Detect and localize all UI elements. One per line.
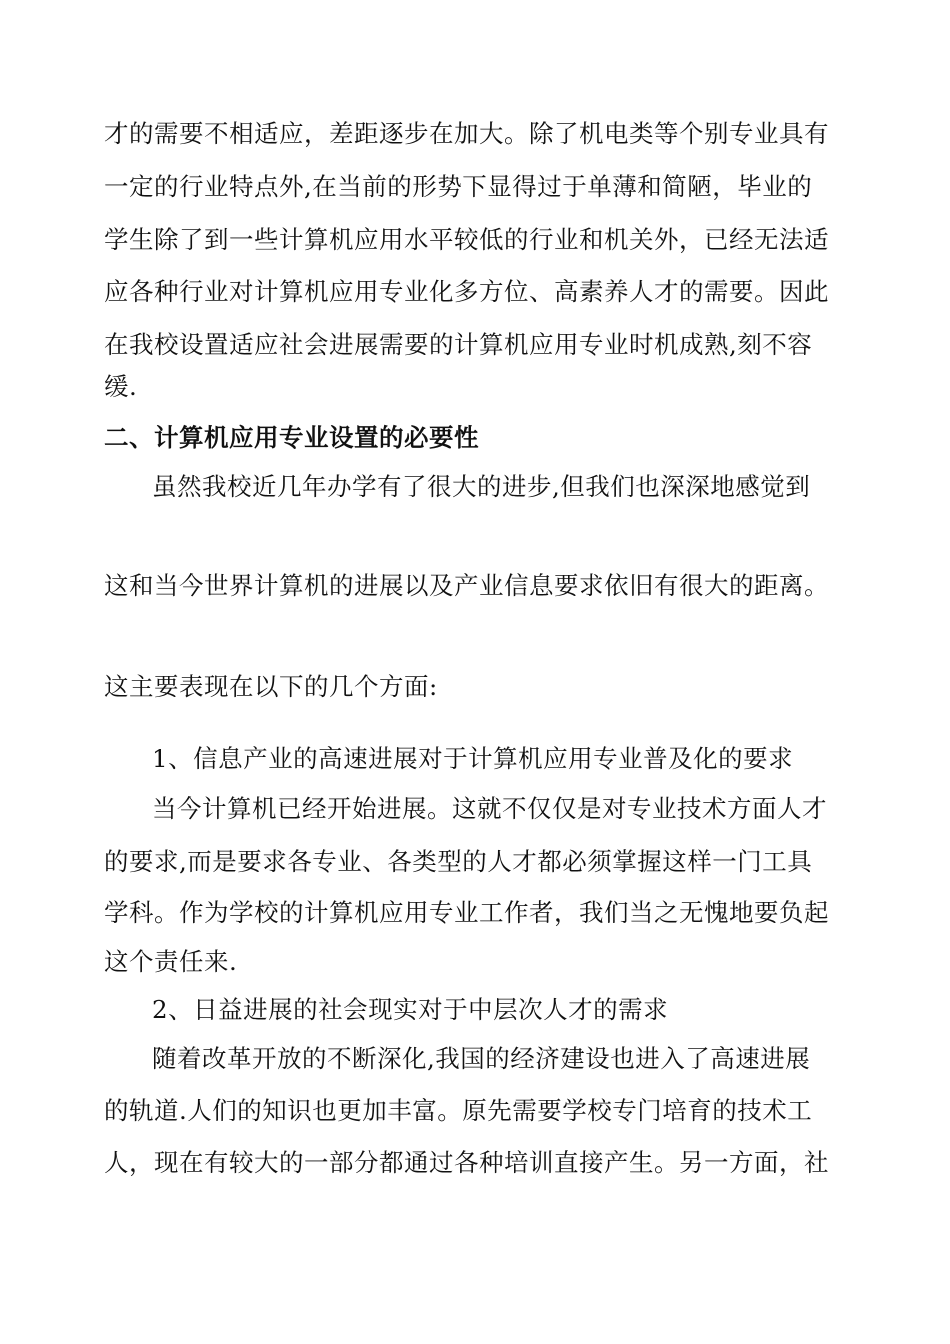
paragraph-line: 人，现在有较大的一部分都通过各种培训直接产生。另一方面，社 <box>104 1148 829 1177</box>
section-heading: 二、计算机应用专业设置的必要性 <box>104 423 479 452</box>
numbered-subheading: 2、日益进展的社会现实对于中层次人才的需求 <box>152 995 669 1024</box>
paragraph-line: 虽然我校近几年办学有了很大的进步,但我们也深深地感觉到 <box>152 472 811 501</box>
paragraph-line: 应各种行业对计算机应用专业化多方位、高素养人才的需要。因此 <box>104 277 829 306</box>
paragraph-line: 这个责任来. <box>104 947 238 976</box>
paragraph-line: 这和当今世界计算机的进展以及产业信息要求依旧有很大的距离。 <box>104 571 829 600</box>
paragraph-line: 才的需要不相适应，差距逐步在加大。除了机电类等个别专业具有 <box>104 119 829 148</box>
paragraph-line: 缓. <box>104 372 138 401</box>
numbered-subheading: 1、信息产业的高速进展对于计算机应用专业普及化的要求 <box>152 744 794 773</box>
paragraph-line: 的轨道.人们的知识也更加丰富。原先需要学校专门培育的技术工 <box>104 1096 813 1125</box>
paragraph-line: 当今计算机已经开始进展。这就不仅仅是对专业技术方面人才 <box>152 794 827 823</box>
paragraph-line: 学生除了到一些计算机应用水平较低的行业和机关外，已经无法适 <box>104 225 829 254</box>
paragraph-line: 的要求,而是要求各专业、各类型的人才都必须掌握这样一门工具 <box>104 847 813 876</box>
paragraph-line: 学科。作为学校的计算机应用专业工作者，我们当之无愧地要负起 <box>104 898 829 927</box>
paragraph-line: 这主要表现在以下的几个方面: <box>104 672 438 701</box>
paragraph-line: 一定的行业特点外,在当前的形势下显得过于单薄和简陋，毕业的 <box>104 172 813 201</box>
paragraph-line: 在我校设置适应社会进展需要的计算机应用专业时机成熟,刻不容 <box>104 330 813 359</box>
paragraph-line: 随着改革开放的不断深化,我国的经济建设也进入了高速进展 <box>152 1044 811 1073</box>
